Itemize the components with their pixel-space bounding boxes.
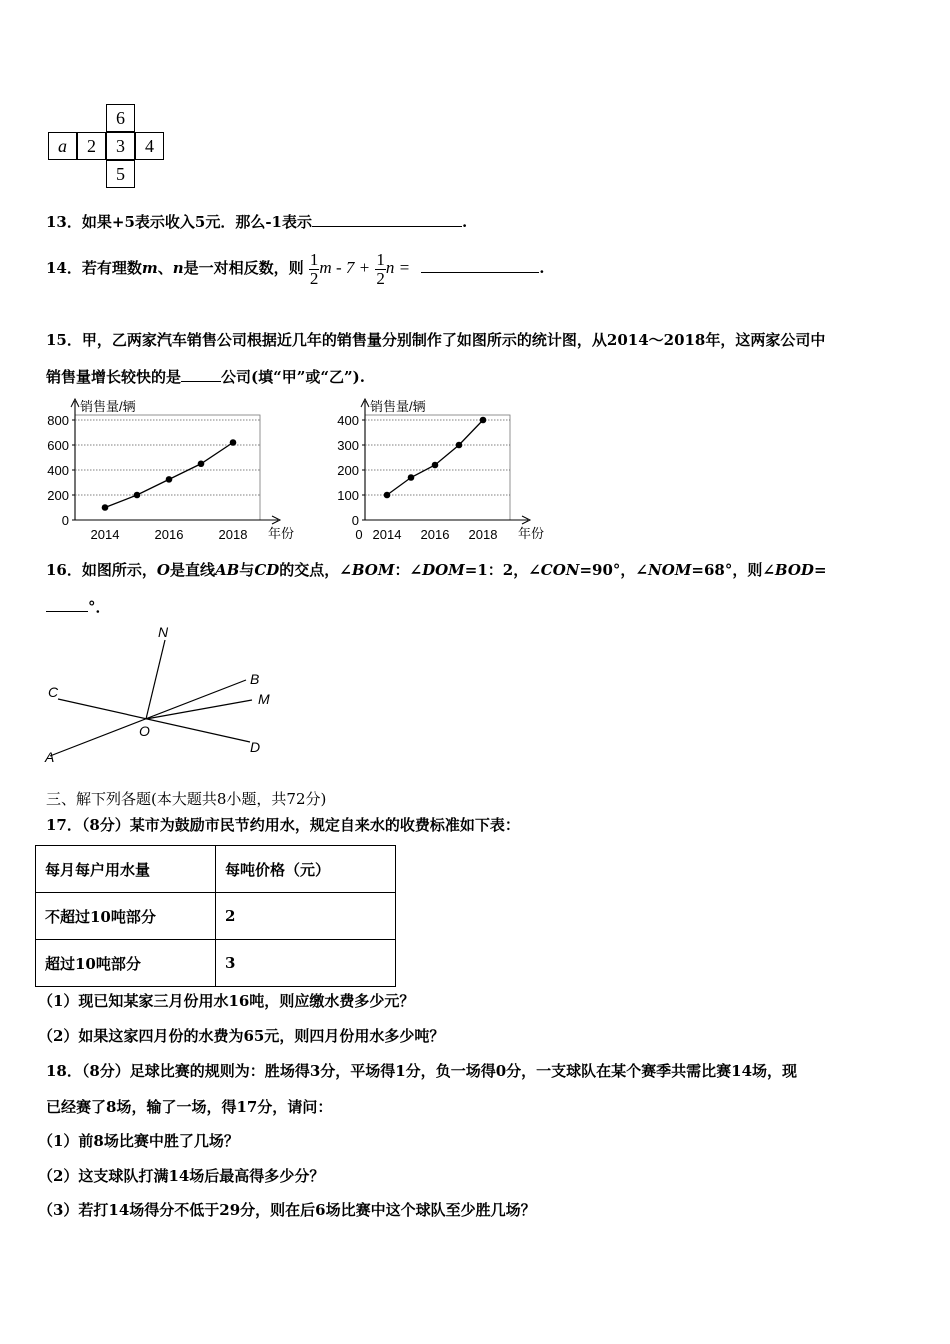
y-axis-label: 销售量/辆 <box>370 399 426 414</box>
x-tick-label: 2018 <box>218 527 248 542</box>
q15-line2 <box>46 367 365 387</box>
table-header-row <box>36 846 396 893</box>
q14-prefix: 14．若有理数 <box>46 259 142 277</box>
q15-answer-blank <box>181 381 221 382</box>
label-d: D <box>250 739 261 755</box>
q18-sub3: （3）若打14场得分不低于29分，则在后6场比赛中这个球队至少胜几场？ <box>38 1201 536 1219</box>
y-tick-label: 100 <box>337 488 359 503</box>
x-tick-label: 2014 <box>372 527 402 542</box>
q15-line1: 15．甲，乙两家汽车销售公司根据近几年的销售量分别制作了如图所示的统计图，从2014～2018年，这两家公司中 <box>46 331 826 349</box>
q16-line1 <box>46 560 827 580</box>
q13-text: 13．如果+5表示收入5元．那么-1表示 <box>46 213 312 231</box>
q14-var-m: m <box>141 259 158 277</box>
q18-sub2: （2）这支球队打满14场后最高得多少分？ <box>38 1167 325 1185</box>
y-tick-label: 800 <box>47 413 69 428</box>
water-fee-table <box>35 845 396 987</box>
q14-end: . <box>539 259 545 277</box>
x-axis-label: 年份 <box>268 526 295 541</box>
x-tick-label: 2014 <box>90 527 120 542</box>
label-n: N <box>158 624 169 640</box>
q15-line2-after: 公司(填“甲”或“乙”). <box>221 368 365 386</box>
q16-con-val: =90°，∠ <box>579 561 648 579</box>
y-tick-label: 400 <box>337 413 359 428</box>
q16-text-b: 是直线 <box>169 561 215 579</box>
q16-point-o: O <box>156 561 170 579</box>
data-point <box>456 442 463 449</box>
data-point <box>230 439 237 446</box>
cube-face-2: 2 <box>77 132 106 160</box>
question-13 <box>46 212 467 232</box>
series-line <box>105 443 233 508</box>
chart-frame <box>75 415 260 520</box>
series-line <box>387 420 483 495</box>
chart-yi <box>330 392 570 547</box>
label-o: O <box>139 723 150 739</box>
q16-text-a: 16．如图所示， <box>46 561 157 579</box>
data-point <box>384 492 391 499</box>
data-point <box>102 504 109 511</box>
label-c: C <box>48 684 59 700</box>
q16-nom-val: =68°，则∠ <box>691 561 775 579</box>
q14-expr-mid: m - 7 + <box>319 258 371 277</box>
data-point <box>198 460 205 467</box>
y-tick-label: 400 <box>47 463 69 478</box>
data-point <box>134 492 141 499</box>
y-tick-label: 0 <box>351 513 359 528</box>
q16-ratio: =1：2，∠ <box>464 561 541 579</box>
chart-frame <box>365 415 510 520</box>
data-point <box>480 417 487 424</box>
y-tick-label: 0 <box>61 513 69 528</box>
q18-line1: 18．（8分）足球比赛的规则为：胜场得3分，平场得1分，负一场得0分，一支球队在某个赛季共需比赛14场，现 <box>46 1062 798 1080</box>
q16-angle-dom: DOM <box>422 561 465 579</box>
table-header-price: 每吨价格（元） <box>216 846 396 893</box>
y-tick-label: 300 <box>337 438 359 453</box>
q14-answer-blank <box>421 272 539 273</box>
q14-sep: 、 <box>157 259 173 277</box>
q13-end: . <box>461 213 468 231</box>
table-cell: 不超过10吨部分 <box>36 893 216 940</box>
cube-face-left: a <box>48 132 77 160</box>
q17-text: 17．（8分）某市为鼓励市民节约用水，规定自来水的收费标准如下表： <box>46 816 520 834</box>
q17-sub1: （1）现已知某家三月份用水16吨，则应缴水费多少元？ <box>38 992 415 1010</box>
cube-face-top: 6 <box>106 104 135 132</box>
q14-var-n: n <box>172 259 184 277</box>
question-14 <box>46 245 545 291</box>
q16-line-cd: CD <box>254 561 280 579</box>
q15-line2-before: 销售量增长较快的是 <box>46 368 182 386</box>
data-point <box>408 474 415 481</box>
x-tick-label: 2018 <box>468 527 498 542</box>
q16-angle-nom: NOM <box>648 561 692 579</box>
y-axis-label: 销售量/辆 <box>80 399 136 414</box>
label-a: A <box>45 749 55 765</box>
label-b: B <box>250 671 260 687</box>
q16-line2 <box>46 597 111 617</box>
data-point <box>432 462 439 469</box>
q13-answer-blank <box>312 226 462 227</box>
x-tick-label: 2016 <box>154 527 184 542</box>
table-row <box>36 893 396 940</box>
q14-expr-end: n = <box>385 258 411 277</box>
q16-angle-con: CON <box>540 561 580 579</box>
table-header-usage: 每月每户用水量 <box>36 846 216 893</box>
label-m: M <box>258 691 270 707</box>
x-axis-label: 年份 <box>518 526 545 541</box>
cube-face-bottom: 5 <box>106 160 135 188</box>
table-cell: 2 <box>216 893 396 940</box>
x-tick-label: 0 <box>355 527 363 542</box>
q14-fraction-2: $\frac{1}{2}$ <box>376 249 385 288</box>
q16-line-ab: AB <box>214 561 240 579</box>
line-ab <box>50 680 246 756</box>
q14-mid: 是一对相反数，则 <box>183 259 304 277</box>
section-3-heading: 三、解下列各题(本大题共8小题，共72分) <box>46 790 327 808</box>
x-tick-label: 2016 <box>420 527 450 542</box>
q18-sub1: （1）前8场比赛中胜了几场？ <box>38 1132 239 1150</box>
y-tick-label: 200 <box>47 488 69 503</box>
q18-line2: 已经赛了8场，输了一场，得17分，请问： <box>46 1098 333 1116</box>
q16-angle-figure <box>40 622 280 767</box>
q14-fraction-1: $\frac{1}{2}$ <box>309 249 319 288</box>
cube-face-center: 3 <box>106 132 135 160</box>
table-cell: 3 <box>216 940 396 987</box>
q16-line2-end: °． <box>88 598 111 616</box>
table-cell: 超过10吨部分 <box>36 940 216 987</box>
cube-face-right: 4 <box>135 132 164 160</box>
ray-om <box>146 700 252 719</box>
chart-jia <box>40 392 310 547</box>
y-tick-label: 200 <box>337 463 359 478</box>
q16-text-c: 的交点，∠ <box>279 561 352 579</box>
q16-answer-blank <box>46 611 88 612</box>
q16-colon: ：∠ <box>394 561 423 579</box>
q17-sub2: （2）如果这家四月份的水费为65元，则四月份用水多少吨？ <box>38 1027 445 1045</box>
data-point <box>166 476 173 483</box>
table-row <box>36 940 396 987</box>
q16-angle-bod: BOD <box>774 561 814 579</box>
ray-on <box>146 640 165 719</box>
y-tick-label: 600 <box>47 438 69 453</box>
q16-eq: = <box>813 561 827 579</box>
q16-with: 与 <box>239 561 255 579</box>
q16-angle-bom: BOM <box>351 561 395 579</box>
